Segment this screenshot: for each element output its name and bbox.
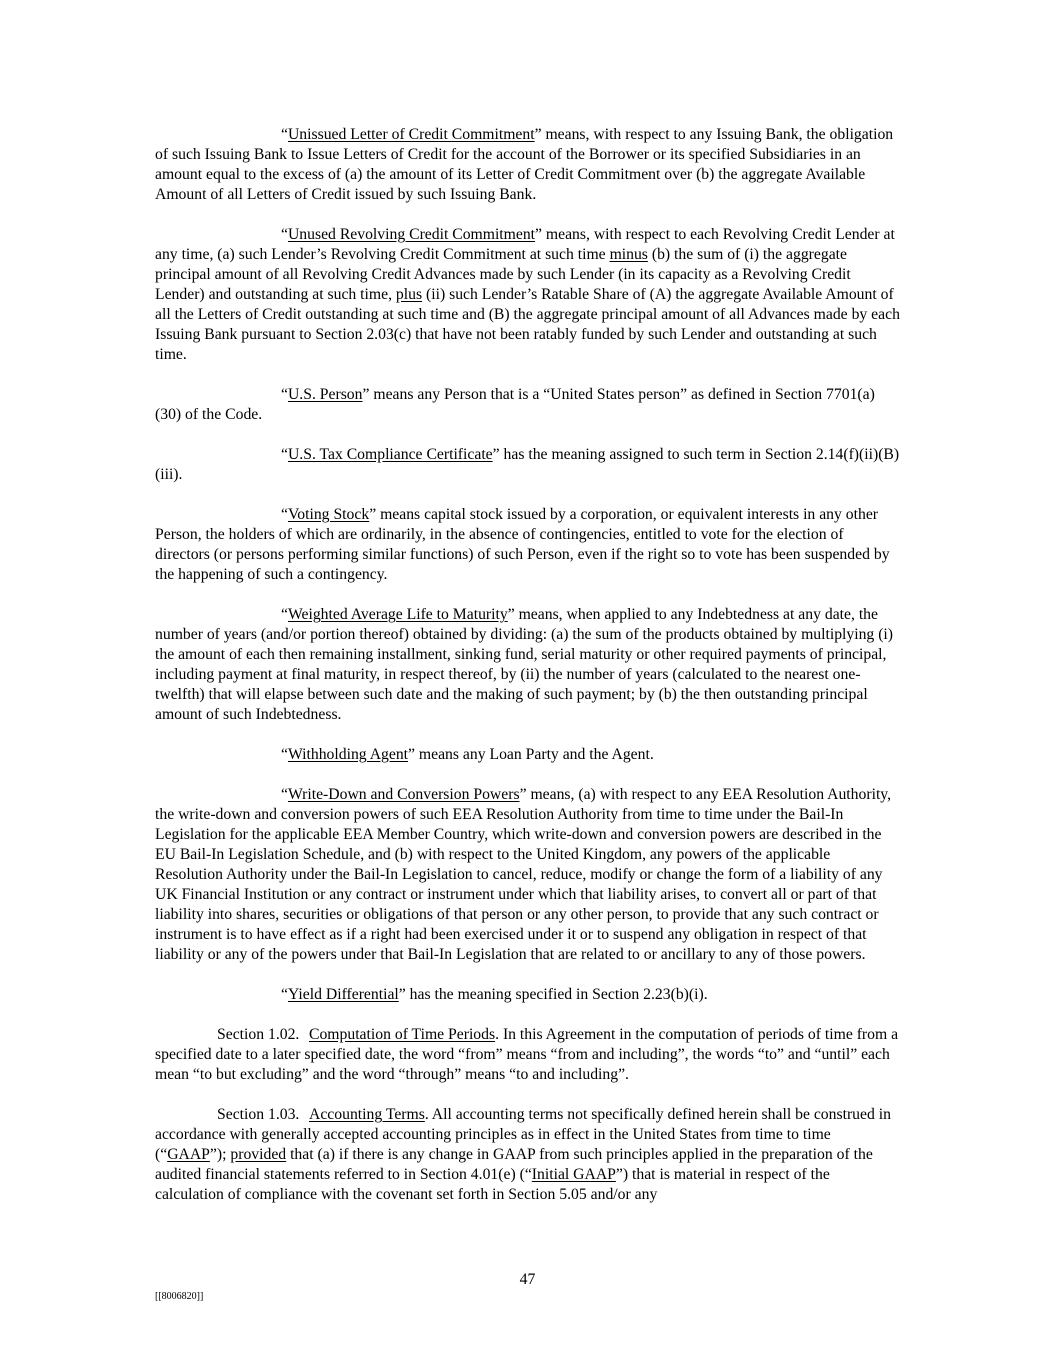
quote-open: “	[281, 226, 288, 243]
defined-term: Initial GAAP	[531, 1166, 616, 1183]
section-text: . All accounting terms not specifically defined herein shall be construed in accordance with generally accepted accounting principles as in effect in the United States from time to time (“	[155, 1106, 891, 1163]
definition-paragraph	[155, 385, 900, 425]
defined-term: Voting Stock	[287, 506, 370, 523]
section-1-03	[155, 1105, 900, 1205]
definition-text: ” means, when applied to any Indebtedness at any date, the number of years (and/or portion thereof) obtained by dividing: (a) the sum of the products obtained by multiplying (i) the amount of each then remaining installment, sinking fund, serial maturity or other required payments of principal, including payment at final maturity, in respect thereof, by (ii) the number of years (calculated to the nearest one-twelfth) that will elapse between such date and the making of such payment; by (b) the then outstanding principal amount of such Indebtedness.	[155, 606, 894, 723]
definition-text: ” means, with respect to any Issuing Bank, the obligation of such Issuing Bank to Issue Letters of Credit for the account of the Borrower or its specified Subsidiaries in an amount equal to the excess of (a) the amount of its Letter of Credit Commitment over (b) the aggregate Available Amount of all Letters of Credit issued by such Issuing Bank.	[155, 126, 894, 203]
definition-paragraph	[155, 605, 900, 725]
defined-term: U.S. Person	[287, 386, 363, 403]
quote-open: “	[281, 746, 288, 763]
section-text: that (a) if there is any change in GAAP from such principles applied in the preparation of the audited financial statements referred to in Section 4.01(e) (“	[155, 1146, 873, 1183]
quote-open: “	[281, 446, 288, 463]
definition-text: ” means capital stock issued by a corporation, or equivalent interests in any other Person, the holders of which are ordinarily, in the absence of contingencies, entitled to vote for the election of directors (or persons performing similar functions) of such Person, even if the right so to vote has been suspended by the happening of such a contingency.	[155, 506, 890, 583]
definition-text: ” means any Person that is a “United States person” as defined in Section 7701(a)(30) of the Code.	[155, 386, 875, 423]
section-1-02	[155, 1025, 900, 1085]
definition-text: (b) the sum of (i) the aggregate principal amount of all Revolving Credit Advances made by such Lender (in its capacity as a Revolving Credit Lender) and outstanding at such time,	[155, 246, 851, 303]
definition-text: ” has the meaning specified in Section 2.23(b)(i).	[398, 986, 708, 1003]
definition-paragraph	[155, 125, 900, 205]
definition-text: ” means any Loan Party and the Agent.	[408, 746, 654, 763]
quote-open: “	[281, 126, 288, 143]
quote-open: “	[281, 786, 288, 803]
definition-text: (ii) such Lender’s Ratable Share of (A) the aggregate Available Amount of all the Letters of Credit outstanding at such time and (B) the aggregate principal amount of all Advances made by each Issuing Bank pursuant to Section 2.03(c) that have not been ratably funded by such Lender and outstanding at such time.	[155, 286, 900, 363]
quote-open: “	[281, 506, 288, 523]
defined-term: U.S. Tax Compliance Certificate	[287, 446, 493, 463]
underlined-word: minus	[609, 246, 648, 263]
definition-text: ” has the meaning assigned to such term in Section 2.14(f)(ii)(B)(iii).	[155, 446, 900, 483]
definition-paragraph	[155, 225, 900, 365]
document-body	[155, 125, 900, 1225]
defined-term: Yield Differential	[287, 986, 399, 1003]
definition-text: ” means, with respect to each Revolving Credit Lender at any time, (a) such Lender’s Revolving Credit Commitment at such time	[155, 226, 895, 263]
defined-term: Write-Down and Conversion Powers	[287, 786, 520, 803]
section-number: Section 1.02.	[217, 1026, 300, 1043]
section-text: ”) that is material in respect of the calculation of compliance with the covenant set forth in Section 5.05 and/or any	[155, 1166, 830, 1203]
underlined-word: plus	[395, 286, 423, 303]
section-title: Accounting Terms	[309, 1106, 425, 1123]
definition-text: ” means, (a) with respect to any EEA Resolution Authority, the write-down and conversion powers of such EEA Resolution Authority from time to time under the Bail-In Legislation for the applicable EEA Member Country, which write-down and conversion powers are described in the EU Bail-In Legislation Schedule, and (b) with respect to the United Kingdom, any powers of the applicable Resolution Authority under the Bail-In Legislation to cancel, reduce, modify or change the form of a liability of any UK Financial Institution or any contract or instrument under which that liability arises, to convert all or part of that liability into shares, securities or obligations of that person or any other person, to provide that any such contract or instrument is to have effect as if a right had been exercised under it or to suspend any obligation in respect of that liability or any of the powers under that Bail-In Legislation that are related to or ancillary to any of those powers.	[155, 786, 892, 963]
section-text: ”);	[209, 1146, 231, 1163]
underlined-word: provided	[230, 1146, 287, 1163]
quote-open: “	[281, 986, 288, 1003]
defined-term: GAAP	[167, 1146, 210, 1163]
page-number: 47	[519, 1271, 536, 1288]
quote-open: “	[281, 386, 288, 403]
section-number: Section 1.03.	[217, 1106, 300, 1123]
definition-paragraph	[155, 745, 900, 765]
definition-paragraph	[155, 985, 900, 1005]
document-id: [[8006820]]	[155, 1291, 204, 1302]
defined-term: Unused Revolving Credit Commitment	[287, 226, 536, 243]
defined-term: Weighted Average Life to Maturity	[287, 606, 508, 623]
section-text: . In this Agreement in the computation of periods of time from a specified date to a later specified date, the word “from” means “from and including”, the words “to” and “until” each mean “to but excluding” and the word “through” means “to and including”.	[155, 1026, 899, 1083]
quote-open: “	[281, 606, 288, 623]
definition-paragraph	[155, 505, 900, 585]
defined-term: Unissued Letter of Credit Commitment	[287, 126, 535, 143]
defined-term: Withholding Agent	[287, 746, 409, 763]
definition-paragraph	[155, 785, 900, 965]
section-title: Computation of Time Periods	[309, 1026, 496, 1043]
definition-paragraph	[155, 445, 900, 485]
